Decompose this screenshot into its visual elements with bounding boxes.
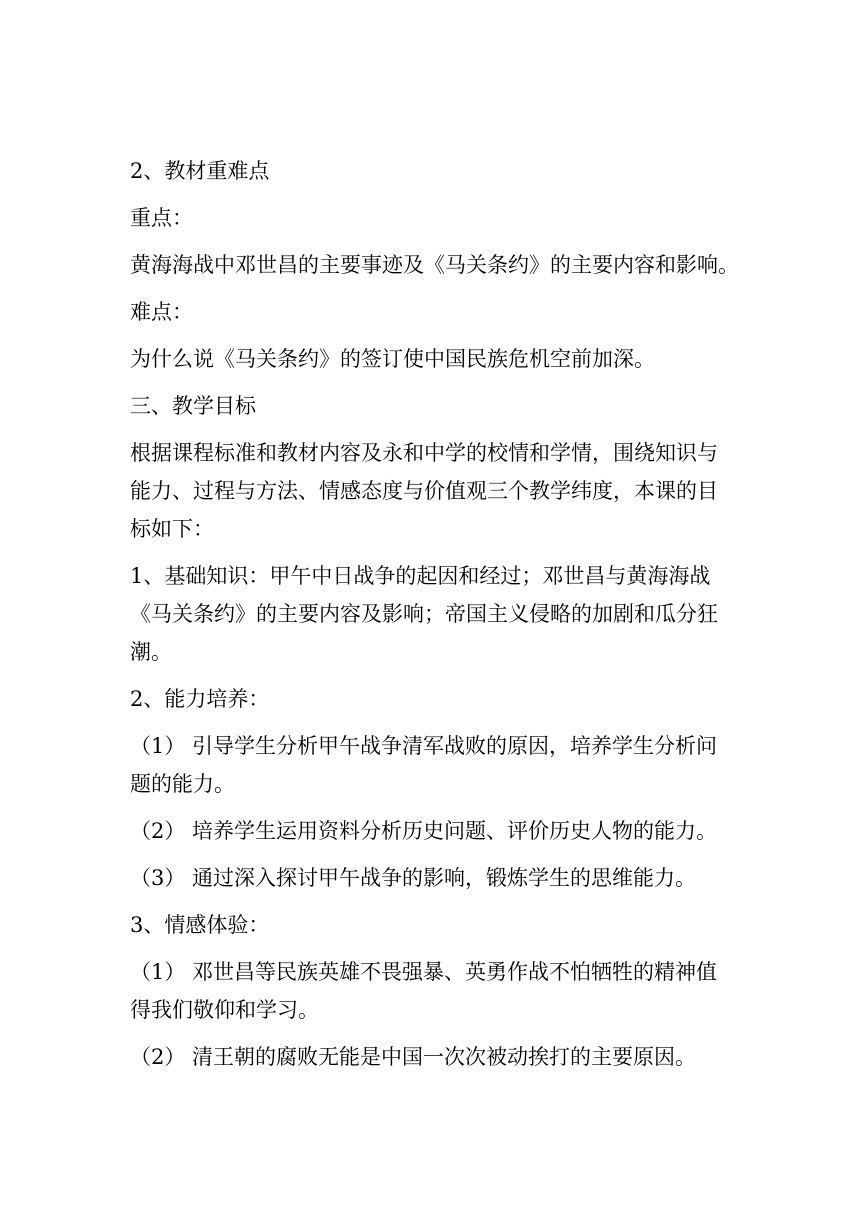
paragraph [130,152,742,190]
paragraph [130,293,742,331]
paragraph [130,1038,742,1076]
text-line: 题的能力。 [130,772,235,796]
text-line: （3） 通过深入探讨甲午战争的影响，锻炼学生的思维能力。 [130,866,697,890]
paragraph [130,906,742,944]
text-line: 1、基础知识：甲午中日战争的起因和经过；邓世昌与黄海海战 [130,564,711,588]
paragraph [130,727,742,803]
paragraph [130,812,742,850]
paragraph [130,434,742,548]
paragraph [130,859,742,897]
text-line: 得我们敬仰和学习。 [130,998,319,1022]
paragraph [130,199,742,237]
text-line: 2、教材重难点 [130,159,270,183]
paragraph [130,680,742,718]
paragraph [130,340,742,378]
text-line: 难点： [130,300,193,324]
paragraph [130,387,742,425]
text-line: （2） 清王朝的腐败无能是中国一次次被动挨打的主要原因。 [130,1045,697,1069]
paragraph [130,557,742,671]
text-line: （1） 引导学生分析甲午战争清军战败的原因，培养学生分析问 [130,734,718,758]
text-line: 《马关条约》的主要内容及影响；帝国主义侵略的加剧和瓜分狂 [130,602,718,626]
text-line: 重点： [130,206,193,230]
text-line: 能力、过程与方法、情感态度与价值观三个教学纬度，本课的目 [130,479,718,503]
text-line: （2） 培养学生运用资料分析历史问题、评价历史人物的能力。 [130,819,718,843]
text-line: 3、情感体验： [130,913,270,937]
document-body [130,152,742,1085]
text-line: 黄海海战中邓世昌的主要事迹及《马关条约》的主要内容和影响。 [130,253,739,277]
text-line: 2、能力培养： [130,687,270,711]
paragraph [130,246,742,284]
text-line: 根据课程标准和教材内容及永和中学的校情和学情，围绕知识与 [130,441,718,465]
text-line: 为什么说《马关条约》的签订使中国民族危机空前加深。 [130,347,655,371]
text-line: 三、教学目标 [130,394,256,418]
paragraph [130,953,742,1029]
text-line: 潮。 [130,640,172,664]
text-line: （1） 邓世昌等民族英雄不畏强暴、英勇作战不怕牺牲的精神值 [130,960,718,984]
text-line: 标如下： [130,517,214,541]
